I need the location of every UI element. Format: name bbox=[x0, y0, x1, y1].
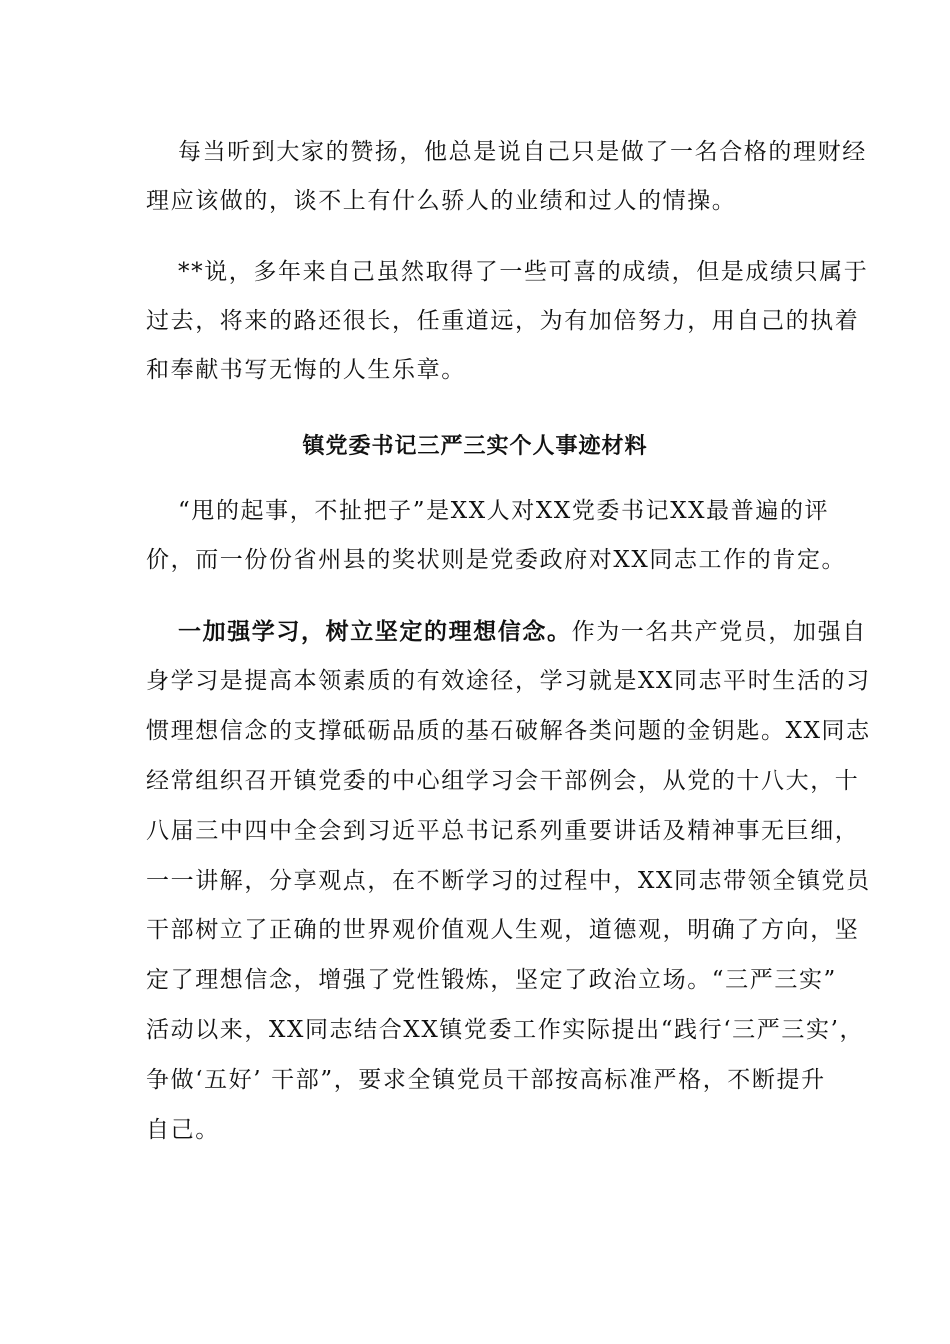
paragraph-4-line-6: 一一讲解，分享观点，在不断学习的过程中，XX同志带领全镇党员 bbox=[146, 868, 871, 894]
paragraph-2-line-1: **说，多年来自己虽然取得了一些可喜的成绩，但是成绩只属于 bbox=[178, 259, 869, 285]
section-title: 镇党委书记三严三实个人事迹材料 bbox=[302, 433, 648, 459]
paragraph-3-line-1: “甩的起事，不扯把子”是XX人对XX党委书记XX最普遍的评 bbox=[178, 498, 830, 524]
paragraph-4-line-5: 八届三中四中全会到习近平总书记系列重要讲话及精神事无巨细， bbox=[146, 818, 860, 844]
paragraph-3-line-2: 价，而一份份省州县的奖状则是党委政府对XX同志工作的肯定。 bbox=[146, 547, 847, 573]
paragraph-2-line-2: 过去，将来的路还很长，任重道远，为有加倍努力，用自己的执着 bbox=[146, 308, 860, 334]
paragraph-4-line-9: 活动以来，XX同志结合XX镇党委工作实际提出“践行‘三严三实’， bbox=[146, 1017, 865, 1043]
paragraph-4-heading: 一加强学习，树立坚定的理想信念。 bbox=[178, 618, 572, 645]
paragraph-4-line-1-rest: 作为一名共产党员，加强自 bbox=[571, 619, 867, 645]
paragraph-4-line-3: 惯理想信念的支撑砥砺品质的基石破解各类问题的金钥匙。XX同志 bbox=[146, 718, 871, 744]
paragraph-4-line-4: 经常组织召开镇党委的中心组学习会干部例会，从党的十八大，十 bbox=[146, 768, 860, 794]
paragraph-1-line-2: 理应该做的，谈不上有什么骄人的业绩和过人的情操。 bbox=[146, 188, 737, 214]
paragraph-4-line-11: 自己。 bbox=[146, 1117, 220, 1143]
paragraph-4-line-10: 争做‘五好’ 干部”，要求全镇党员干部按高标准严格，不断提升 bbox=[146, 1067, 826, 1093]
paragraph-2-line-3: 和奉献书写无悔的人生乐章。 bbox=[146, 357, 466, 383]
paragraph-4-line-2: 身学习是提高本领素质的有效途径，学习就是XX同志平时生活的习 bbox=[146, 668, 871, 694]
paragraph-4-line-8: 定了理想信念，增强了党性锻炼，坚定了政治立场。“三严三实” bbox=[146, 967, 837, 993]
paragraph-1-line-1: 每当听到大家的赞扬，他总是说自己只是做了一名合格的理财经 bbox=[178, 139, 867, 165]
paragraph-4-line-1 bbox=[178, 617, 867, 647]
paragraph-4-line-7: 干部树立了正确的世界观价值观人生观，道德观，明确了方向，坚 bbox=[146, 917, 860, 943]
